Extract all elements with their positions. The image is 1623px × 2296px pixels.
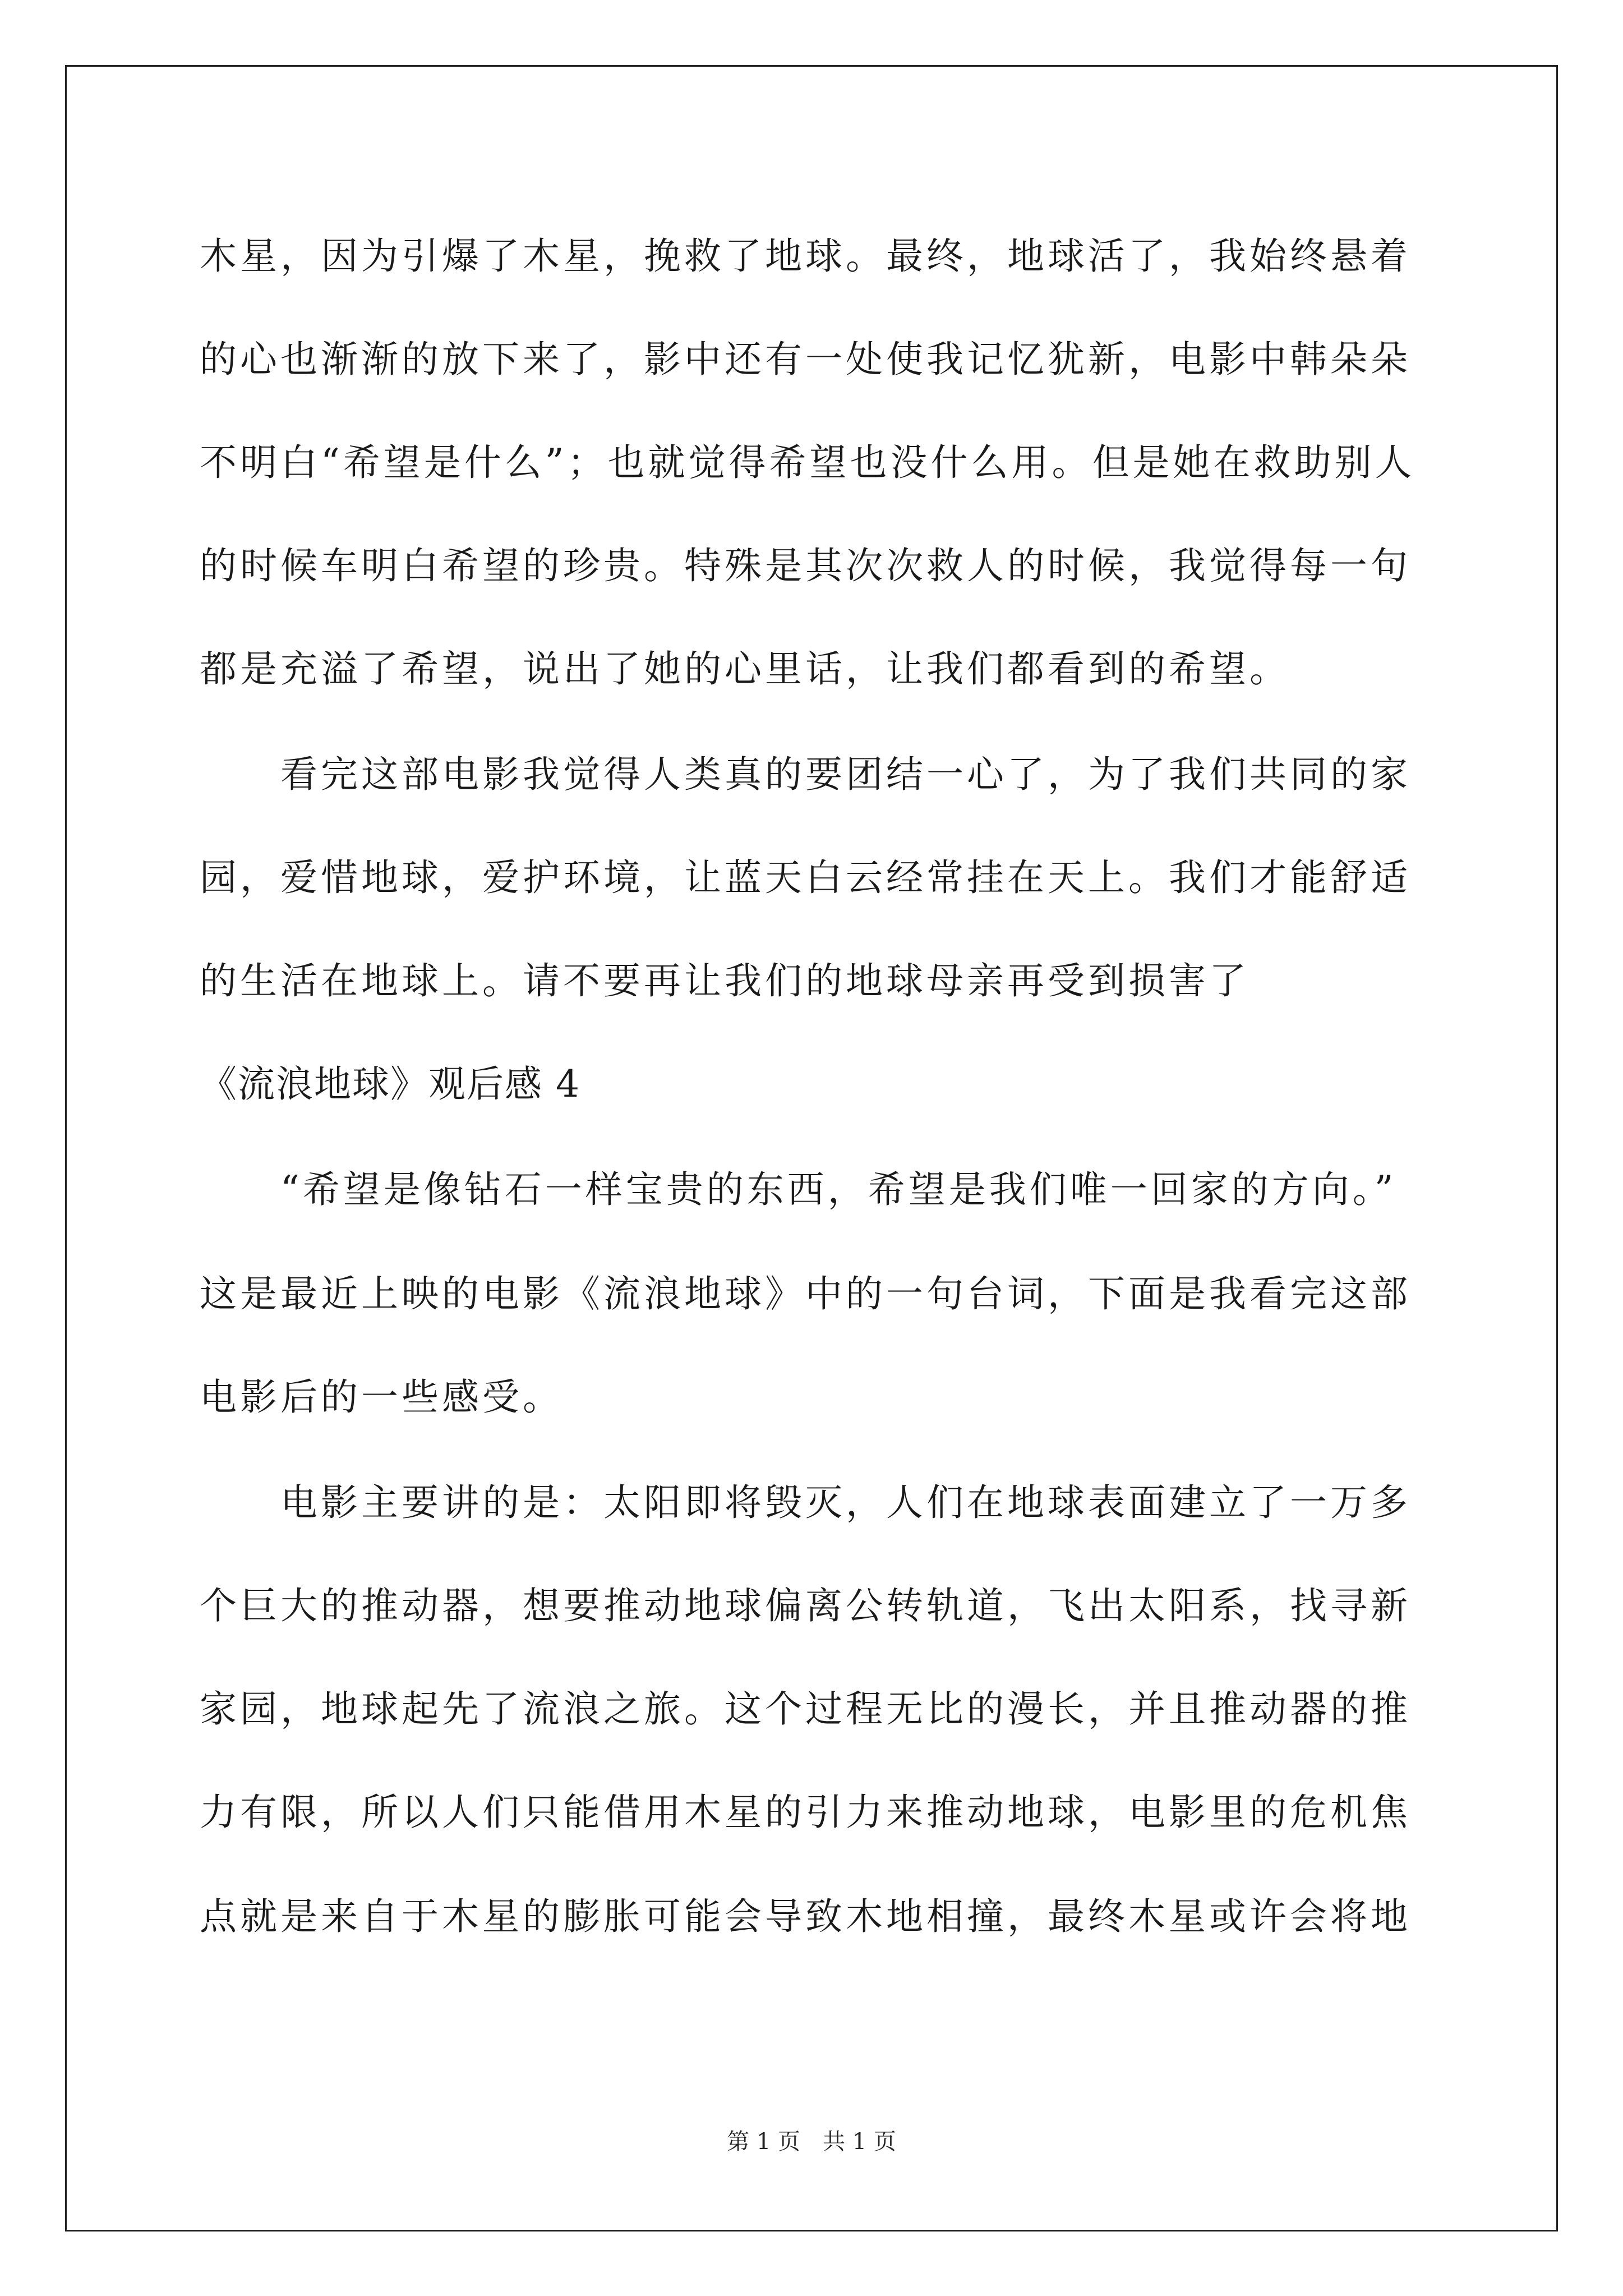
text-line: 木星，因为引爆了木星，挽救了地球。最终，地球活了，我始终悬着 xyxy=(200,234,1411,278)
page-footer: 第 1 页 共 1 页 xyxy=(727,2129,896,2155)
paragraph-start-line: 看完这部电影我觉得人类真的要团结一心了，为了我们共同的家 xyxy=(280,753,1411,796)
text-line: 都是充溢了希望，说出了她的心里话，让我们都看到的希望。 xyxy=(200,647,1290,691)
text-line: 园，爱惜地球，爱护环境，让蓝天白云经常挂在天上。我们才能舒适 xyxy=(200,856,1411,899)
text-line: 家园，地球起先了流浪之旅。这个过程无比的漫长，并且推动器的推 xyxy=(200,1687,1411,1731)
paragraph-start-line: 电影主要讲的是：太阳即将毁灭，人们在地球表面建立了一万多 xyxy=(280,1481,1411,1524)
text-line: 电影后的一些感受。 xyxy=(200,1375,563,1419)
text-line: 不明白“希望是什么”；也就觉得希望也没什么用。但是她在救助别人 xyxy=(200,441,1415,484)
text-line: 这是最近上映的电影《流浪地球》中的一句台词，下面是我看完这部 xyxy=(200,1272,1411,1315)
text-line: 力有限，所以人们只能借用木星的引力来推动地球，电影里的危机焦 xyxy=(200,1791,1411,1834)
text-line: 的心也渐渐的放下来了，影中还有一处使我记忆犹新，电影中韩朵朵 xyxy=(200,338,1411,381)
text-line: 的生活在地球上。请不要再让我们的地球母亲再受到损害了 xyxy=(200,959,1249,1002)
text-line: 的时候车明白希望的珍贵。特殊是其次次救人的时候，我觉得每一句 xyxy=(200,544,1411,587)
section-heading: 《流浪地球》观后感 4 xyxy=(200,1062,580,1106)
paragraph-start-line: “希望是像钻石一样宝贵的东西，希望是我们唯一回家的方向。” xyxy=(280,1168,1397,1211)
text-line: 点就是来自于木星的膨胀可能会导致木地相撞，最终木星或许会将地 xyxy=(200,1895,1411,1938)
text-line: 个巨大的推动器，想要推动地球偏离公转轨道，飞出太阳系，找寻新 xyxy=(200,1584,1411,1627)
